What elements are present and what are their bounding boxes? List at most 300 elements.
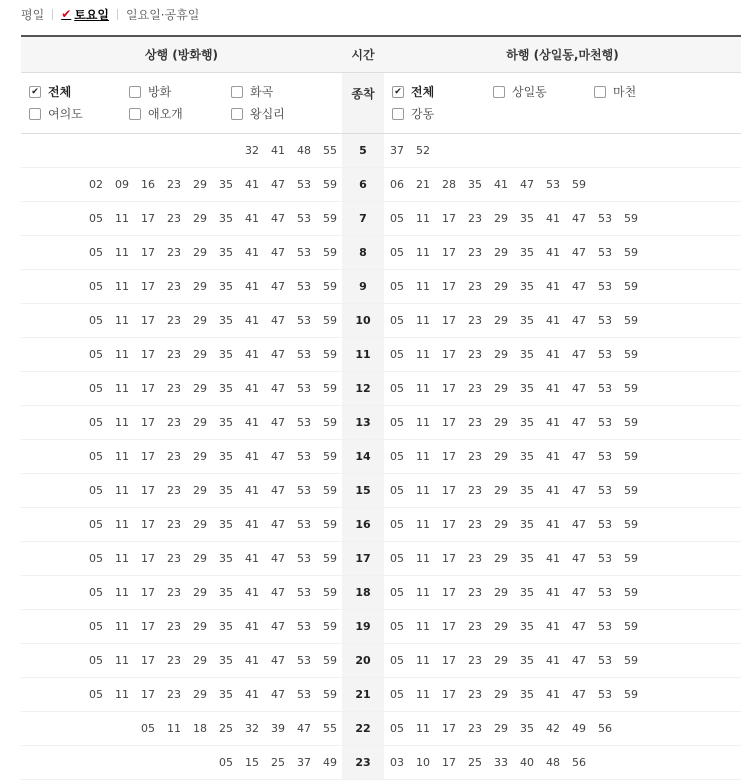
departure-minute: 59 [323,348,337,361]
departure-minute: 05 [390,280,404,293]
down-departures [384,236,741,269]
departure-minute: 17 [141,348,155,361]
departure-minute: 29 [193,416,207,429]
departure-minute: 05 [89,586,103,599]
departure-minute: 11 [115,348,129,361]
departure-minute: 23 [167,450,181,463]
departure-minute: 11 [416,314,430,327]
departure-minute: 35 [520,586,534,599]
up-departures [21,576,342,609]
up-departures [21,236,342,269]
table-row [21,168,741,202]
departure-minute: 17 [442,586,456,599]
departure-minute: 41 [245,518,259,531]
departure-minute: 53 [598,484,612,497]
departure-minute: 47 [271,552,285,565]
departure-minute: 17 [141,212,155,225]
hour-cell: 6 [342,168,384,201]
departure-minute: 47 [271,450,285,463]
departure-minute: 17 [442,416,456,429]
checkbox-checked-icon[interactable]: ✔ [29,86,41,98]
hour-cell: 14 [342,440,384,473]
departure-minute: 41 [546,416,560,429]
hour-cell: 17 [342,542,384,575]
departure-minute: 17 [442,450,456,463]
departure-minute: 25 [219,722,233,735]
departure-minute: 05 [390,314,404,327]
down-departures [384,746,741,779]
departure-minute: 59 [323,212,337,225]
filter-checkbox[interactable] [129,83,171,100]
up-departures [21,610,342,643]
table-row [21,338,741,372]
departure-minute: 55 [323,144,337,157]
up-departures [21,712,342,745]
departure-minute: 17 [442,348,456,361]
up-departures [21,134,342,167]
departure-minute: 11 [115,484,129,497]
filter-label: 상일동 [512,85,547,99]
hour-cell: 19 [342,610,384,643]
departure-minute: 11 [416,450,430,463]
departure-minute: 35 [219,382,233,395]
departure-minute: 47 [572,586,586,599]
departure-minute: 41 [494,178,508,191]
departure-minute: 17 [141,518,155,531]
checkbox-empty-icon[interactable] [231,108,243,120]
departure-minute: 53 [598,450,612,463]
checkbox-empty-icon[interactable] [129,108,141,120]
departure-minute: 41 [245,688,259,701]
departure-minute: 05 [390,620,404,633]
down-departures [384,134,741,167]
departure-minute: 17 [141,654,155,667]
departure-minute: 47 [572,314,586,327]
departure-minute: 41 [546,348,560,361]
departure-minute: 17 [442,620,456,633]
departure-minute: 18 [193,722,207,735]
tab-holiday[interactable]: 일요일·공휴일 [126,7,200,22]
departure-minute: 59 [323,246,337,259]
departure-minute: 53 [297,212,311,225]
departure-minute: 28 [442,178,456,191]
departure-minute: 41 [546,654,560,667]
filter-checkbox[interactable] [231,83,273,100]
down-departures [384,712,741,745]
departure-minute: 41 [546,280,560,293]
departure-minute: 05 [390,382,404,395]
departure-minute: 53 [297,586,311,599]
departure-minute: 47 [271,246,285,259]
departure-minute: 47 [572,382,586,395]
departure-minute: 53 [297,552,311,565]
departure-minute: 29 [193,688,207,701]
departure-minute: 29 [193,518,207,531]
filter-label: 여의도 [48,107,83,121]
departure-minute: 55 [323,722,337,735]
departure-minute: 41 [546,382,560,395]
departure-minute: 23 [468,212,482,225]
table-row [21,746,741,780]
timetable-header [21,37,741,73]
departure-minute: 41 [245,484,259,497]
departure-minute: 05 [89,382,103,395]
table-row [21,134,741,168]
departure-minute: 05 [390,348,404,361]
departure-minute: 17 [141,246,155,259]
departure-minute: 35 [219,620,233,633]
checkbox-empty-icon[interactable] [29,108,41,120]
filter-checkbox[interactable] [129,105,183,122]
departure-minute: 29 [193,348,207,361]
departure-minute: 32 [245,144,259,157]
departure-minute: 41 [546,552,560,565]
tab-divider [52,9,53,20]
departure-minute: 41 [546,518,560,531]
departure-minute: 59 [624,484,638,497]
departure-minute: 05 [390,722,404,735]
up-departures [21,542,342,575]
departure-minute: 09 [115,178,129,191]
departure-minute: 53 [297,382,311,395]
down-departures [384,338,741,371]
departure-minute: 05 [390,518,404,531]
table-row [21,406,741,440]
departure-minute: 35 [219,450,233,463]
table-row [21,440,741,474]
departure-minute: 53 [297,484,311,497]
filter-label: 방화 [148,85,172,99]
departure-minute: 41 [271,144,285,157]
departure-minute: 11 [115,552,129,565]
departure-minute: 11 [115,280,129,293]
hour-cell: 11 [342,338,384,371]
departure-minute: 35 [520,348,534,361]
filter-checkbox[interactable] [29,83,71,100]
departure-minute: 47 [271,212,285,225]
departure-minute: 05 [390,552,404,565]
departure-minute: 11 [115,620,129,633]
departure-minute: 29 [193,314,207,327]
departure-minute: 47 [271,688,285,701]
departure-minute: 35 [520,382,534,395]
up-departures [21,372,342,405]
departure-minute: 41 [245,416,259,429]
time-header: 시간 [351,48,375,62]
up-direction-header: 상행 (방화행) [144,48,219,62]
departure-minute: 53 [598,416,612,429]
departure-minute: 11 [115,246,129,259]
up-departures [21,304,342,337]
departure-minute: 05 [89,688,103,701]
departure-minute: 41 [546,450,560,463]
departure-minute: 41 [245,212,259,225]
departure-minute: 11 [167,722,181,735]
departure-minute: 11 [416,484,430,497]
departure-minute: 23 [468,688,482,701]
down-departures [384,406,741,439]
departure-minute: 59 [624,212,638,225]
hour-cell: 8 [342,236,384,269]
departure-minute: 59 [624,620,638,633]
departure-minute: 33 [494,756,508,769]
table-row [21,474,741,508]
departure-minute: 23 [468,416,482,429]
departure-minute: 47 [271,586,285,599]
departure-minute: 41 [546,688,560,701]
checkbox-checked-icon[interactable]: ✔ [392,86,404,98]
departure-minute: 35 [520,246,534,259]
departure-minute: 47 [271,484,285,497]
departure-minute: 29 [494,552,508,565]
departure-minute: 11 [416,688,430,701]
departure-minute: 29 [193,246,207,259]
departure-minute: 23 [468,450,482,463]
departure-minute: 23 [167,552,181,565]
departure-minute: 23 [167,246,181,259]
departure-minute: 17 [141,450,155,463]
down-departures [384,474,741,507]
departure-minute: 47 [572,212,586,225]
departure-minute: 47 [572,246,586,259]
departure-minute: 29 [494,416,508,429]
destination-filters [21,73,741,134]
timetable [21,35,741,780]
departure-minute: 35 [520,450,534,463]
table-row [21,372,741,406]
departure-minute: 59 [624,586,638,599]
filter-label: 전체 [48,85,72,99]
hour-cell: 23 [342,746,384,779]
table-row [21,236,741,270]
departure-minute: 35 [520,314,534,327]
departure-minute: 41 [245,382,259,395]
down-departures [384,576,741,609]
departure-minute: 35 [520,620,534,633]
checkbox-empty-icon[interactable] [594,86,606,98]
down-filter-group [384,73,741,133]
departure-minute: 47 [271,314,285,327]
departure-minute: 47 [572,518,586,531]
departure-minute: 23 [167,212,181,225]
departure-minute: 48 [546,756,560,769]
departure-minute: 23 [468,246,482,259]
filter-label: 왕십리 [250,107,285,121]
departure-minute: 41 [245,280,259,293]
departure-minute: 23 [468,654,482,667]
departure-minute: 59 [624,382,638,395]
departure-minute: 05 [390,212,404,225]
table-row [21,508,741,542]
departure-minute: 35 [219,212,233,225]
departure-minute: 23 [167,178,181,191]
departure-minute: 05 [390,246,404,259]
departure-minute: 29 [494,688,508,701]
up-departures [21,338,342,371]
departure-minute: 23 [468,280,482,293]
departure-minute: 05 [89,416,103,429]
departure-minute: 17 [141,552,155,565]
departure-minute: 59 [323,620,337,633]
departure-minute: 59 [624,416,638,429]
terminal-label: 종착 [342,73,384,133]
departure-minute: 53 [598,586,612,599]
checkbox-empty-icon[interactable] [129,86,141,98]
departure-minute: 53 [297,416,311,429]
filter-checkbox[interactable] [493,83,547,100]
checkbox-empty-icon[interactable] [392,108,404,120]
departure-minute: 17 [442,722,456,735]
departure-minute: 53 [297,688,311,701]
departure-minute: 05 [89,280,103,293]
departure-minute: 11 [416,586,430,599]
departure-minute: 53 [297,178,311,191]
filter-checkbox[interactable] [594,83,636,100]
departure-minute: 05 [141,722,155,735]
tab-saturday[interactable] [61,6,109,23]
departure-minute: 17 [141,620,155,633]
departure-minute: 59 [323,518,337,531]
filter-checkbox[interactable] [392,105,434,122]
departure-minute: 21 [416,178,430,191]
down-departures [384,304,741,337]
departure-minute: 05 [89,314,103,327]
departure-minute: 47 [572,280,586,293]
hour-cell: 10 [342,304,384,337]
departure-minute: 42 [546,722,560,735]
departure-minute: 11 [416,246,430,259]
departure-minute: 47 [572,484,586,497]
table-row [21,576,741,610]
departure-minute: 02 [89,178,103,191]
departure-minute: 05 [390,484,404,497]
departure-minute: 23 [167,518,181,531]
departure-minute: 23 [167,280,181,293]
departure-minute: 59 [323,314,337,327]
departure-minute: 35 [219,246,233,259]
up-departures [21,168,342,201]
hour-cell: 12 [342,372,384,405]
departure-minute: 29 [193,212,207,225]
filter-label: 애오개 [148,107,183,121]
hour-cell: 22 [342,712,384,745]
departure-minute: 23 [468,484,482,497]
table-row [21,270,741,304]
down-departures [384,508,741,541]
departure-minute: 17 [442,246,456,259]
departure-minute: 35 [520,552,534,565]
departure-minute: 11 [416,722,430,735]
up-departures [21,644,342,677]
departure-minute: 41 [245,654,259,667]
departure-minute: 23 [468,552,482,565]
departure-minute: 23 [167,688,181,701]
departure-minute: 17 [141,280,155,293]
departure-minute: 53 [598,654,612,667]
departure-minute: 29 [494,484,508,497]
departure-minute: 16 [141,178,155,191]
departure-minute: 53 [598,212,612,225]
departure-minute: 17 [141,484,155,497]
departure-minute: 35 [219,314,233,327]
departure-minute: 53 [598,246,612,259]
departure-minute: 23 [468,382,482,395]
departure-minute: 35 [520,280,534,293]
filter-checkbox[interactable] [29,105,83,122]
departure-minute: 47 [572,450,586,463]
departure-minute: 47 [572,552,586,565]
up-filter-group [21,73,342,133]
departure-minute: 23 [167,416,181,429]
departure-minute: 11 [115,518,129,531]
departure-minute: 35 [219,518,233,531]
departure-minute: 29 [193,586,207,599]
departure-minute: 37 [390,144,404,157]
departure-minute: 47 [572,654,586,667]
departure-minute: 47 [271,518,285,531]
departure-minute: 17 [141,382,155,395]
departure-minute: 52 [416,144,430,157]
departure-minute: 59 [624,280,638,293]
departure-minute: 23 [167,348,181,361]
departure-minute: 47 [520,178,534,191]
departure-minute: 15 [245,756,259,769]
departure-minute: 59 [624,552,638,565]
departure-minute: 23 [468,722,482,735]
departure-minute: 05 [219,756,233,769]
departure-minute: 35 [219,484,233,497]
up-departures [21,440,342,473]
departure-minute: 56 [572,756,586,769]
filter-label: 마천 [613,85,637,99]
departure-minute: 59 [323,552,337,565]
departure-minute: 05 [89,484,103,497]
departure-minute: 05 [89,212,103,225]
departure-minute: 59 [624,246,638,259]
departure-minute: 49 [323,756,337,769]
down-departures [384,644,741,677]
check-icon: ✔ [61,7,72,21]
departure-minute: 41 [245,620,259,633]
departure-minute: 05 [89,620,103,633]
departure-minute: 29 [193,654,207,667]
departure-minute: 35 [468,178,482,191]
departure-minute: 06 [390,178,404,191]
departure-minute: 47 [271,382,285,395]
checkbox-empty-icon[interactable] [493,86,505,98]
filter-checkbox[interactable] [231,105,285,122]
departure-minute: 29 [494,654,508,667]
departure-minute: 41 [245,178,259,191]
departure-minute: 47 [572,348,586,361]
filter-label: 화곡 [250,85,274,99]
departure-minute: 47 [572,688,586,701]
departure-minute: 39 [271,722,285,735]
departure-minute: 17 [442,654,456,667]
checkbox-empty-icon[interactable] [231,86,243,98]
departure-minute: 35 [520,212,534,225]
departure-minute: 53 [297,280,311,293]
departure-minute: 49 [572,722,586,735]
filter-checkbox[interactable] [392,83,434,100]
departure-minute: 59 [624,654,638,667]
tab-divider [117,9,118,20]
down-departures [384,168,741,201]
departure-minute: 53 [598,620,612,633]
departure-minute: 59 [323,450,337,463]
departure-minute: 11 [416,552,430,565]
tab-weekday[interactable]: 평일 [21,7,45,22]
